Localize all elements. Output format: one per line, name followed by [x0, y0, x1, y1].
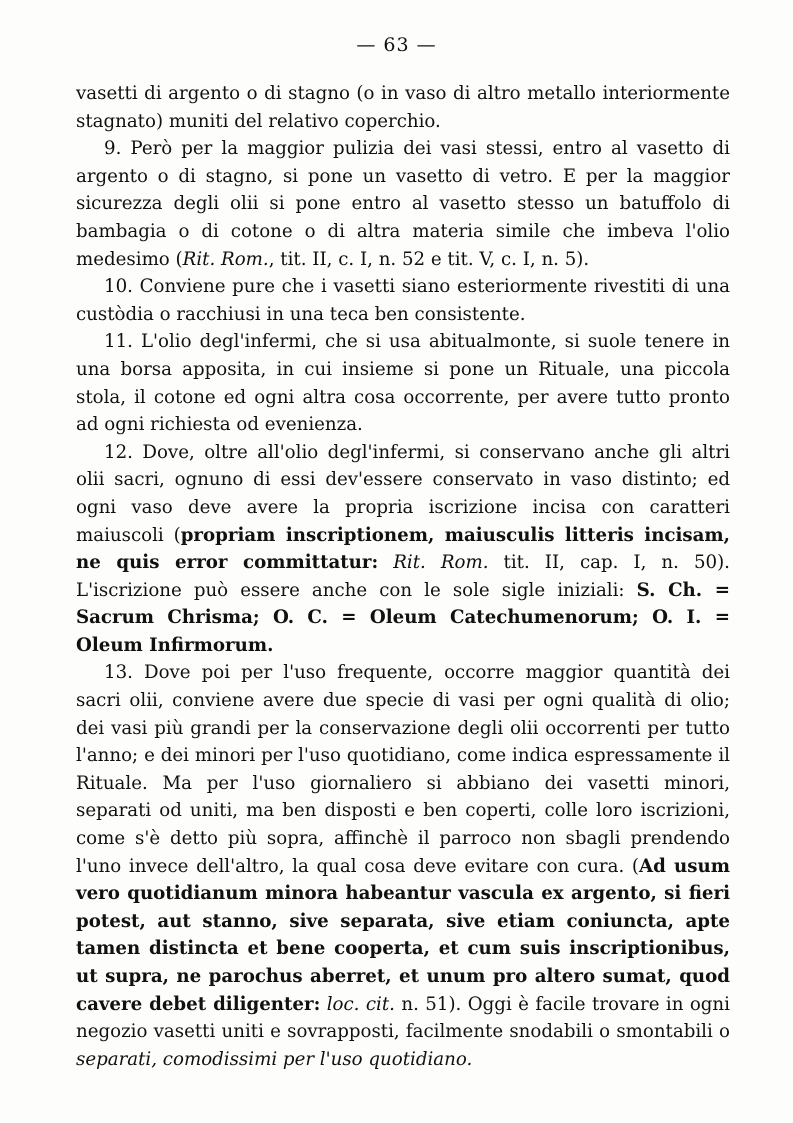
paragraph-9 — [76, 135, 730, 273]
text-span: 9. Però per la maggior pulizia dei vasi stessi, entro al vasetto di argento o di stagno, si pone un vasetto di vetro. E per la maggior sicurezza degli olii si pone entro al vasetto stesso un batuffolo di bambagia o di cotone o di altra materia simile che imbeva l'olio medesimo ( — [76, 138, 730, 270]
paragraph-continued — [76, 80, 730, 135]
paragraph-12 — [76, 439, 730, 660]
citation-italic: Rit. Rom. — [393, 552, 489, 574]
paragraph-10 — [76, 273, 730, 328]
text-span: , tit. II, c. I, n. 52 e tit. V, c. I, n. 5). — [268, 248, 590, 270]
text-span: n. 51). Oggi è facile trovare in ogni negozio vasetti uniti e sovrapposti, facilmente snodabili o smontabili o — [76, 993, 730, 1043]
text-span: 12. Dove, oltre all'olio degl'infermi, si conservano anche gli altri olii sacri, ognuno di essi dev'essere conservato in vaso distinto; ed ogni vaso deve avere la propria iscrizione incisa con caratteri maiuscoli ( — [76, 441, 730, 546]
text-italic: separati, comodissimi per l'uso quotidiano. — [76, 1048, 473, 1070]
citation-italic: loc. cit. — [326, 993, 395, 1015]
latin-quote-bold: Ad usum vero quotidianum minora habeantur vascula ex argento, si fieri potest, aut stanno, sive separata, sive etiam coniuncta, apte tamen distincta et bene cooperta, et cum suis inscriptionibus, ut supra, ne parochus aberret, et unum pro altero sumat, quod cavere debet diligenter: — [76, 855, 730, 1015]
latin-quote-bold: propriam inscriptionem, maiusculis litteris incisam, ne quis error committatur: — [76, 524, 730, 574]
page-number: — 63 — — [356, 34, 437, 56]
text-span: vasetti di argento o di stagno (o in vaso di altro metallo interiormente stagnato) muniti del relativo coperchio. — [76, 83, 730, 132]
text-span: tit. II, cap. I, n. 50). L'iscrizione può essere anche con le sole sigle iniziali: — [76, 552, 730, 601]
paragraph-13 — [76, 659, 730, 1073]
paragraph-11 — [76, 328, 730, 438]
body-text — [76, 80, 730, 1073]
text-span: 10. Conviene pure che i vasetti siano esteriormente rivestiti di una custòdia o racchiusi in una teca ben consistente. — [76, 276, 730, 325]
text-span: 11. L'olio degl'infermi, che si usa abitualmonte, si suole tenere in una borsa apposita, in cui insieme si pone un Rituale, una piccola stola, il cotone ed ogni altra cosa occorrente, per avere tutto pronto ad ogni richiesta od evenienza. — [76, 331, 730, 436]
abbreviations-bold: S. Ch. = Sacrum Chrisma; O. C. = Oleum Catechumenorum; O. I. = Oleum Infirmorum. — [76, 579, 730, 656]
citation-italic: Rit. Rom. — [182, 248, 269, 270]
text-span: 13. Dove poi per l'uso frequente, occorre maggior quantità dei sacri olii, conviene avere due specie di vasi per ogni qualità di olio; dei vasi più grandi per la conservazione degli olii occorrenti per tutto l'anno; e dei minori per l'uso quotidiano, come indica espressamente il Rituale. Ma per l'uso giornaliero si abbiano dei vasetti minori, separati od uniti, ma ben disposti e ben coperti, colle loro iscrizioni, come s'è detto più sopra, affinchè il parroco non sbagli prendendo l'uno invece dell'altro, la qual cosa deve evitare con cura. ( — [76, 662, 730, 877]
